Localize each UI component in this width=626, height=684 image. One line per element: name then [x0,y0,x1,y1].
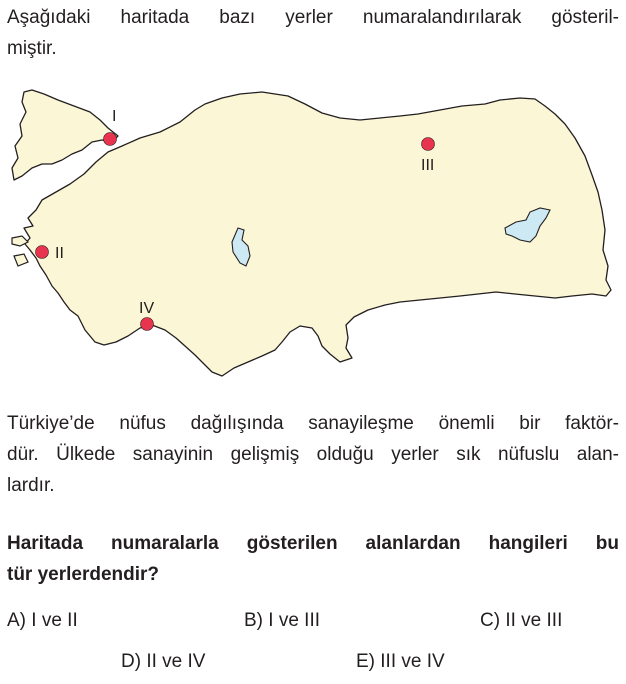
question-line-2: tür yerlerdendir? [7,564,160,585]
marker-label: I [112,108,117,125]
question-text [7,528,619,590]
turkey-map [0,80,626,390]
marker-dot [104,133,117,146]
intro-line-1: Aşağıdaki haritada bazı yerler numaralandırılarak gösteril- [7,7,619,28]
choice-c[interactable]: C) II ve III [480,610,563,631]
choice-b[interactable]: B) I ve III [244,610,321,631]
marker-label: III [421,157,435,174]
marker-dot [422,138,435,151]
body-line-3: lardır. [7,475,55,496]
island [14,254,28,266]
marker-label: IV [139,300,155,317]
intro-text [7,2,619,64]
marker-label: II [55,245,64,262]
body-text [7,408,619,501]
choice-d[interactable]: D) II ve IV [121,651,206,672]
intro-line-2: miştir. [7,38,57,59]
marker-dot [141,318,154,331]
choice-a[interactable]: A) I ve II [7,610,78,631]
question-line-1: Haritada numaralarla gösterilen alanlardan hangileri bu [7,533,619,554]
body-line-1: Türkiye’de nüfus dağılışında sanayileşme önemli bir faktör- [7,413,619,434]
choice-e[interactable]: E) III ve IV [356,651,445,672]
marker-iv [139,300,154,331]
body-line-2: dür. Ülkede sanayinin gelişmiş olduğu yerler sık nüfuslu alan- [7,444,619,465]
marker-dot [36,246,49,259]
